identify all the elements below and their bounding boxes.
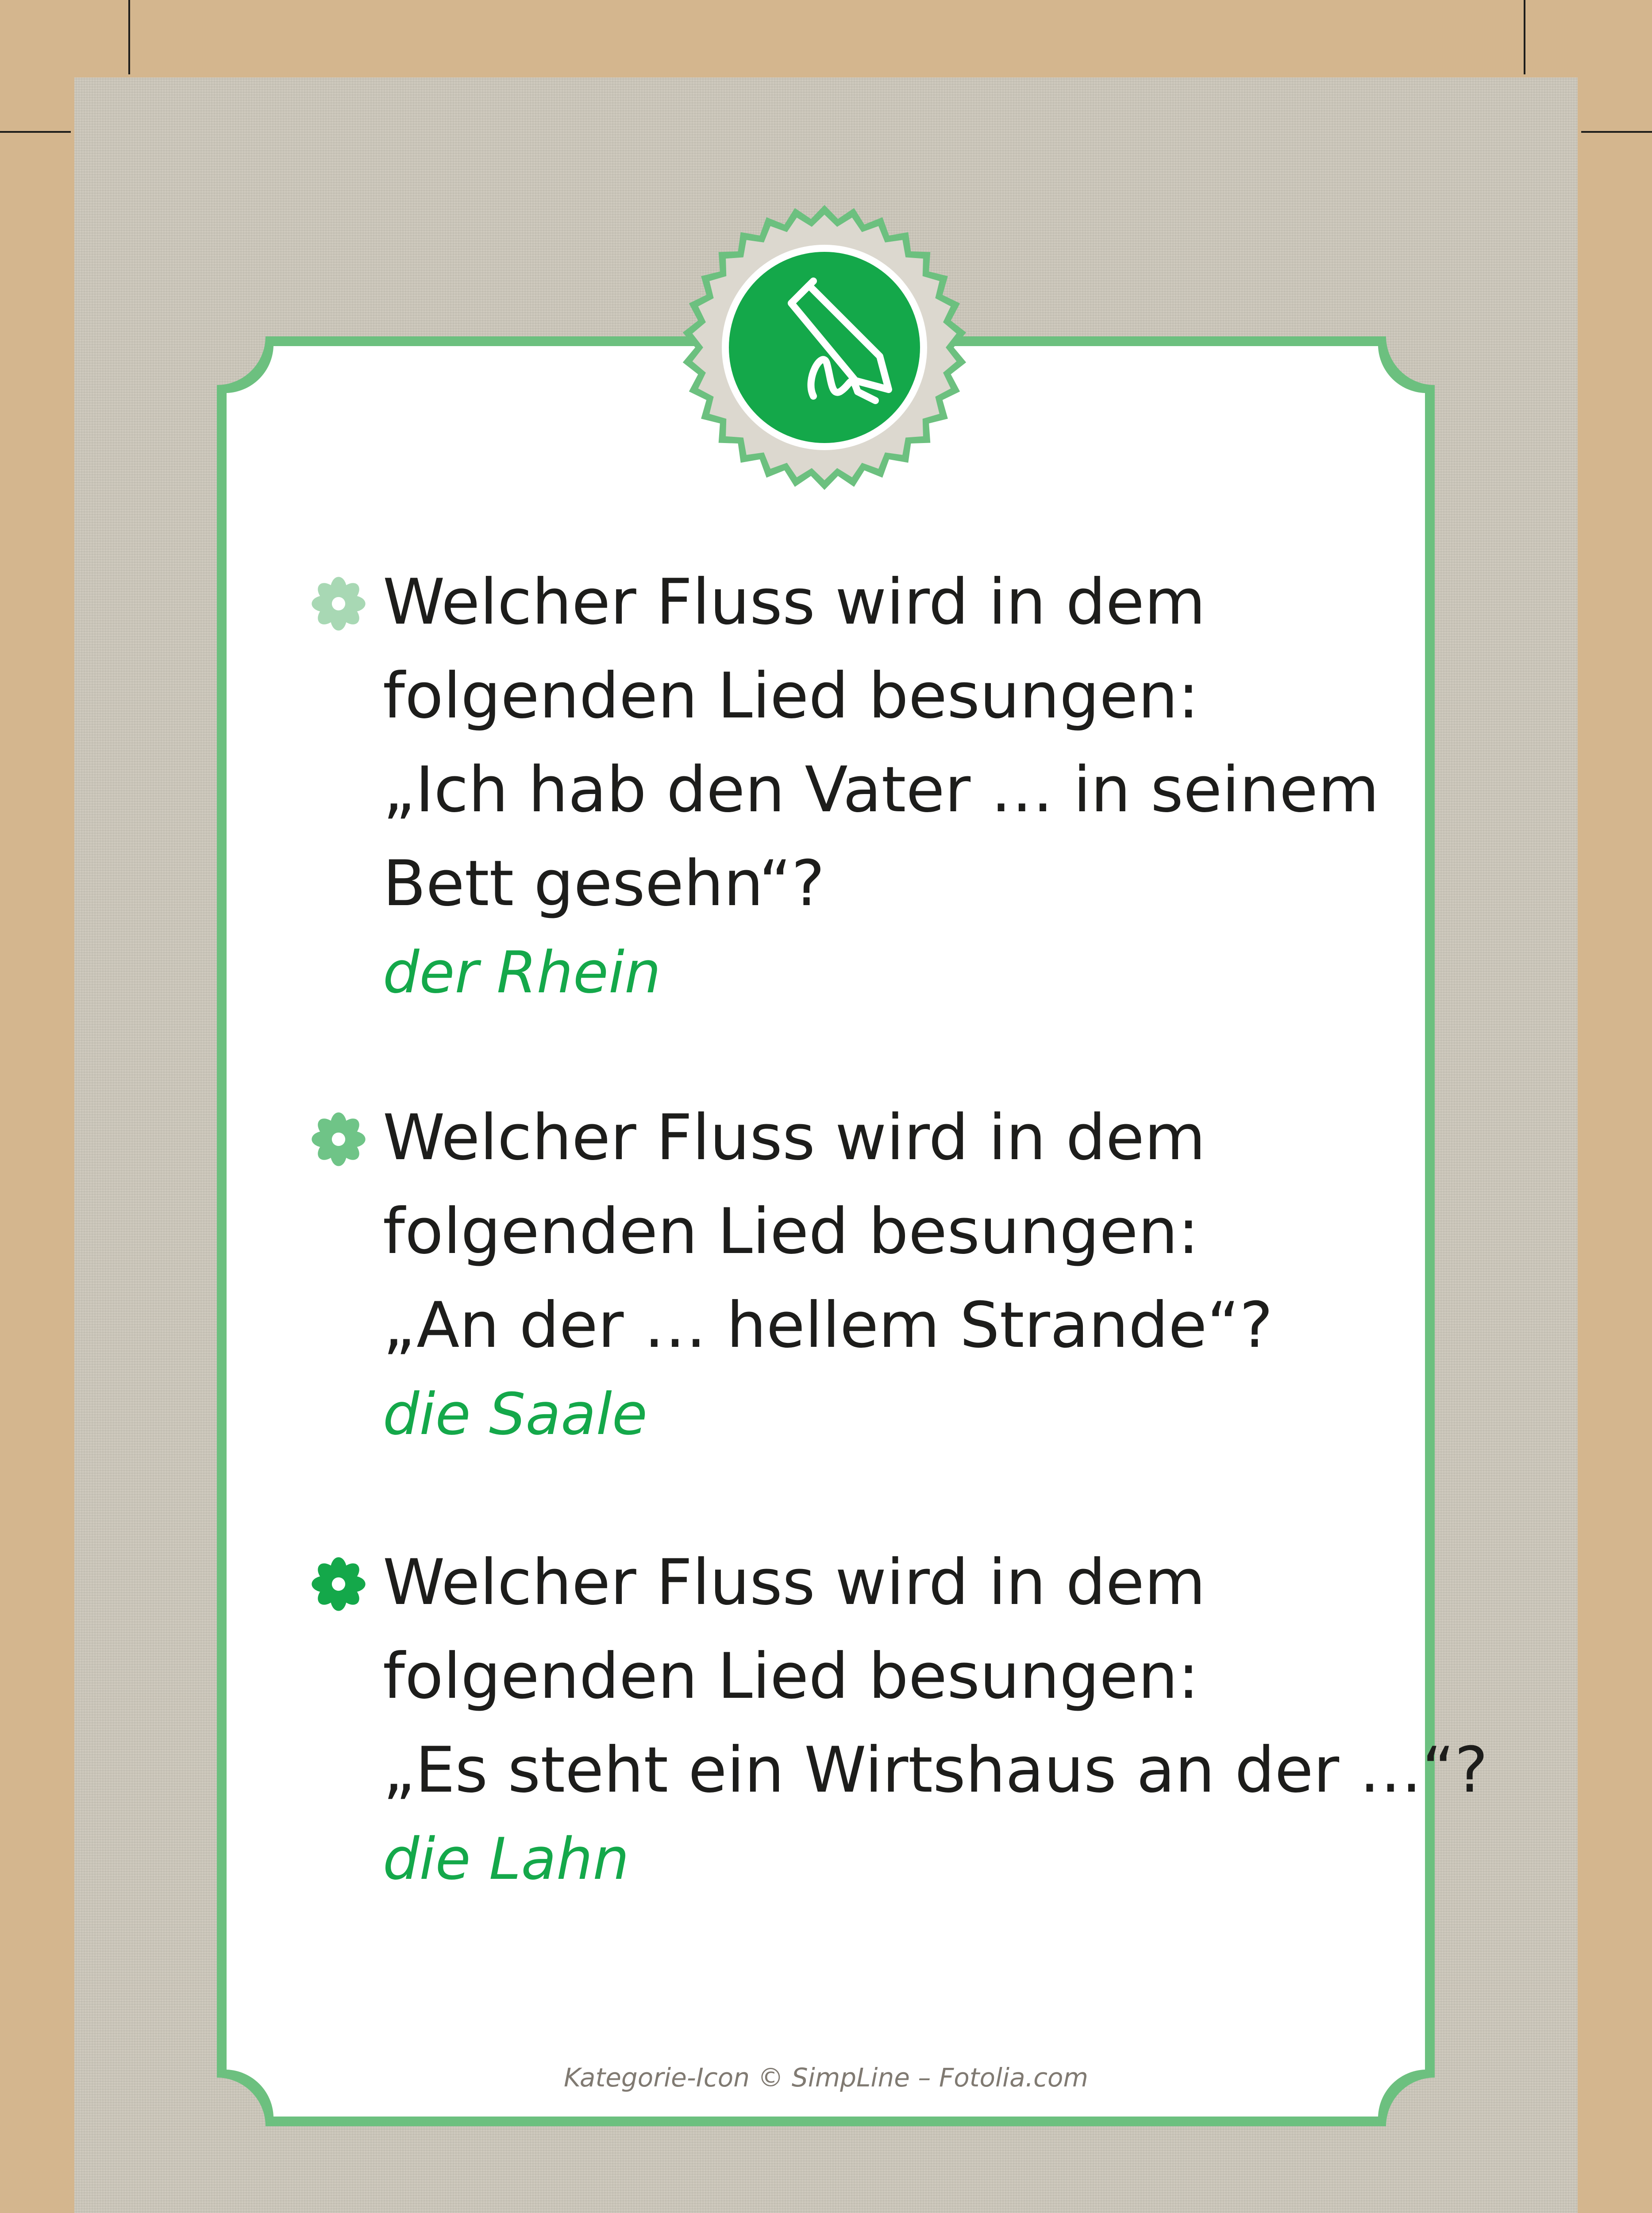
crop-mark: [128, 0, 130, 74]
question-text: [383, 1091, 1273, 1373]
crop-mark: [1524, 0, 1525, 74]
flower-bullet-icon: [310, 575, 367, 632]
question-text: [383, 555, 1379, 931]
question-line: folgenden Lied besungen:: [383, 1195, 1199, 1268]
flower-bullet-icon: [310, 1110, 367, 1168]
question-line: Welcher Fluss wird in dem: [383, 566, 1206, 639]
question-line: folgenden Lied besungen:: [383, 659, 1199, 733]
question-line: folgenden Lied besungen:: [383, 1640, 1199, 1713]
answer-text: die Lahn: [383, 1825, 629, 1893]
answer-text: der Rhein: [383, 939, 661, 1006]
question-line: Bett gesehn“?: [383, 847, 825, 920]
question-item-3: [310, 1536, 1488, 1934]
image-credit: Kategorie-Icon © SimpLine – Fotolia.com: [563, 2063, 1089, 2093]
question-line: „An der … hellem Strande“?: [383, 1289, 1273, 1362]
crop-mark: [1581, 131, 1652, 133]
question-line: Welcher Fluss wird in dem: [383, 1546, 1206, 1619]
question-line: „Ich hab den Vater … in seinem: [383, 753, 1379, 826]
question-line: „Es steht ein Wirtshaus an der …“?: [383, 1734, 1488, 1807]
category-badge: [681, 204, 968, 491]
question-item-1: [310, 555, 1394, 1042]
crop-mark: [0, 131, 71, 133]
flower-bullet-icon: [310, 1555, 367, 1613]
answer-text: die Saale: [383, 1380, 647, 1448]
question-item-2: [310, 1091, 1394, 1489]
question-line: Welcher Fluss wird in dem: [383, 1101, 1206, 1174]
question-text: [383, 1536, 1488, 1817]
